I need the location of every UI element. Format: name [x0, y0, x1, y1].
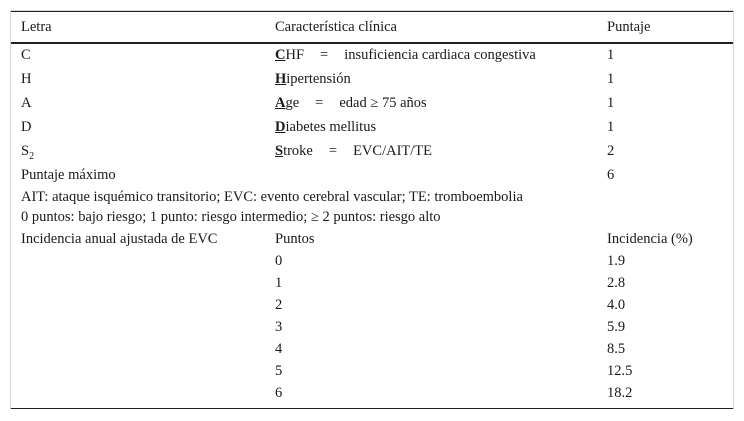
incidence-value: 4.0	[607, 297, 626, 313]
letra-cell	[21, 142, 34, 160]
term-rest: ge	[285, 95, 300, 111]
incidence-value: 18.2	[607, 385, 633, 401]
incidence-points: 0	[275, 253, 283, 269]
acronym-letter: S	[275, 143, 284, 159]
puntaje-cell: 1	[607, 119, 615, 135]
incidence-points: 5	[275, 363, 283, 379]
letra-main: S	[21, 143, 30, 159]
incidence-value: 2.8	[607, 275, 626, 291]
max-score-value: 6	[607, 167, 615, 183]
letra-cell: A	[21, 95, 32, 111]
incidence-value: 1.9	[607, 253, 626, 269]
letra-cell: D	[21, 119, 32, 135]
equals-sign: =	[328, 143, 338, 159]
header-caracteristica: Característica clínica	[275, 19, 397, 35]
equals-sign: =	[320, 47, 329, 63]
header-letra: Letra	[21, 19, 52, 35]
letra-cell: H	[21, 71, 32, 87]
acronym-letter: H	[275, 71, 287, 87]
acronym-letter: C	[275, 47, 286, 63]
incidence-value: 5.9	[607, 319, 626, 335]
incidence-percent-header: Incidencia (%)	[607, 231, 693, 247]
term-rest: iabetes mellitus	[285, 119, 377, 135]
puntaje-cell: 1	[607, 95, 615, 111]
equals-sign: =	[315, 95, 324, 111]
incidence-points: 6	[275, 385, 283, 401]
risk-note: 0 puntos: bajo riesgo; 1 punto: riesgo intermedio; ≥ 2 puntos: riesgo alto	[21, 209, 441, 225]
header-puntaje: Puntaje	[607, 19, 651, 35]
term-rest: ipertensión	[286, 71, 351, 87]
term-description: insuficiencia cardiaca congestiva	[344, 47, 536, 63]
incidence-title: Incidencia anual ajustada de EVC	[21, 231, 218, 247]
incidence-points: 2	[275, 297, 283, 313]
term-rest: troke	[283, 143, 313, 159]
max-score-label: Puntaje máximo	[21, 167, 116, 183]
caracteristica-cell	[275, 142, 432, 160]
incidence-points-header: Puntos	[275, 231, 315, 247]
term-rest: HF	[285, 47, 305, 63]
term-description: EVC/AIT/TE	[353, 143, 432, 159]
caracteristica-cell	[275, 70, 351, 88]
letra-subscript: 2	[29, 151, 35, 162]
incidence-points: 4	[275, 341, 283, 357]
puntaje-cell: 1	[607, 47, 615, 63]
acronym-letter: A	[275, 95, 286, 111]
acronym-letter: D	[275, 119, 286, 135]
puntaje-cell: 1	[607, 71, 615, 87]
puntaje-cell: 2	[607, 143, 615, 159]
caracteristica-cell	[275, 94, 427, 112]
bottom-rule	[11, 408, 733, 409]
incidence-value: 12.5	[607, 363, 633, 379]
top-rule	[11, 11, 733, 12]
caracteristica-cell	[275, 118, 376, 136]
incidence-points: 1	[275, 275, 283, 291]
header-rule	[11, 42, 733, 44]
incidence-points: 3	[275, 319, 283, 335]
letra-cell: C	[21, 47, 31, 63]
caracteristica-cell	[275, 46, 536, 64]
abbreviations-note: AIT: ataque isquémico transitorio; EVC: evento cerebral vascular; TE: tromboembolia	[21, 189, 523, 205]
term-description: edad ≥ 75 años	[339, 95, 427, 111]
incidence-value: 8.5	[607, 341, 626, 357]
